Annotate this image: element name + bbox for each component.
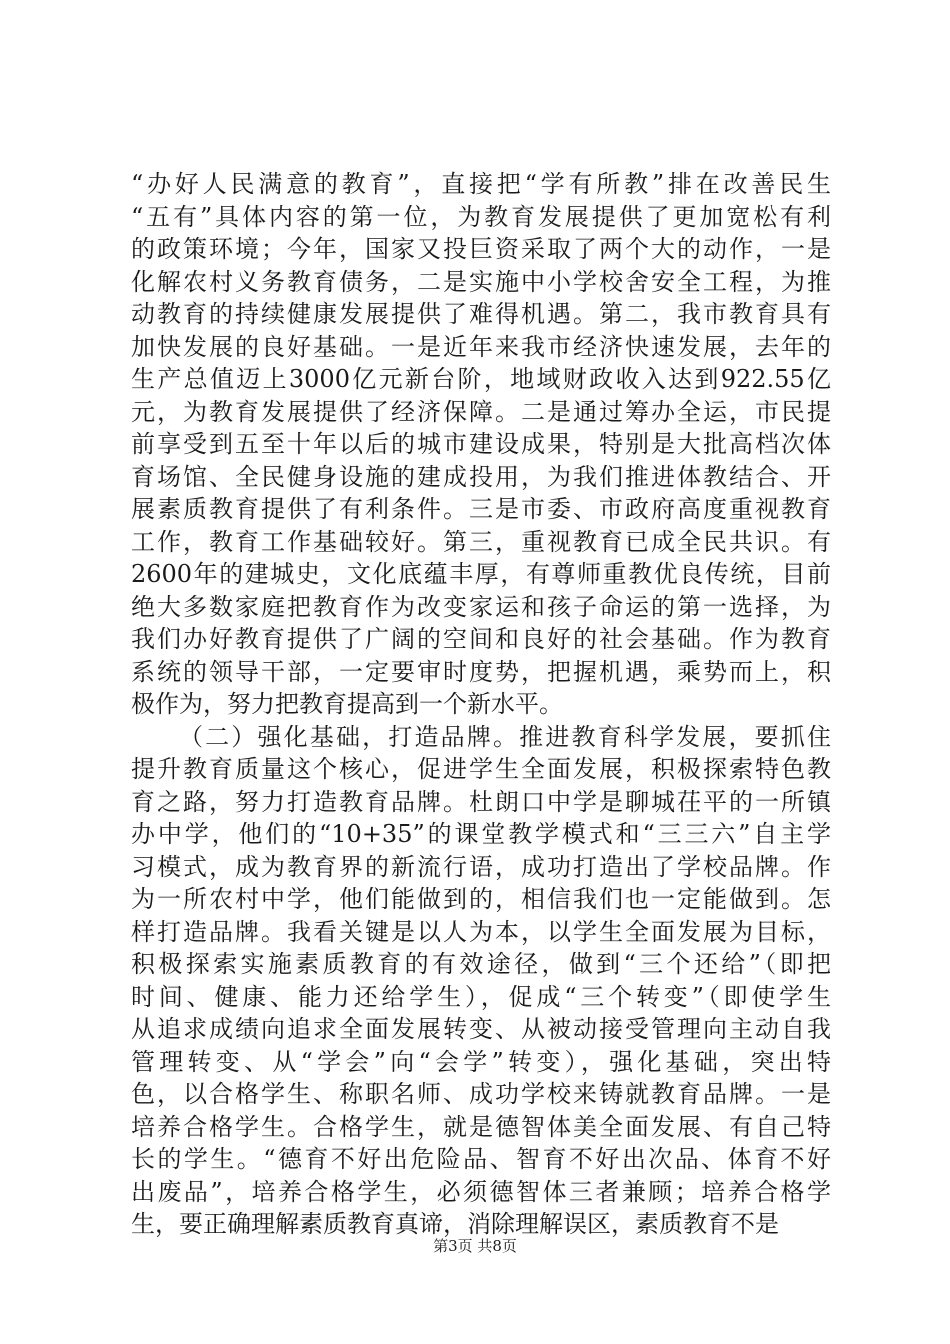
- text-line: 时间、健康、能力还给学生），促成“三个转变”（即使学生: [131, 982, 831, 1011]
- text-line: 生产总值迈上3000亿元新台阶，地域财政收入达到922.55亿: [131, 365, 831, 393]
- text-line: 展素质教育提供了有利条件。三是市委、市政府高度重视教育: [131, 495, 831, 523]
- text-line: “五有”具体内容的第一位，为教育发展提供了更加宽松有利: [131, 202, 831, 231]
- text-line: 元，为教育发展提供了经济保障。二是通过筹办全运，市民提: [131, 397, 831, 426]
- text-line: 长的学生。“德育不好出危险品、智育不好出次品、体育不好: [131, 1145, 831, 1173]
- text-line: 积极探索实施素质教育的有效途径，做到“三个还给”（即把: [131, 950, 831, 978]
- text-line: 生，要正确理解素质教育真谛，消除理解误区，素质教育不是: [131, 1210, 779, 1238]
- text-line: 前享受到五至十年以后的城市建设成果，特别是大批高档次体: [131, 430, 831, 458]
- text-line: （二）强化基础，打造品牌。推进教育科学发展，要抓住: [179, 722, 831, 751]
- paragraph: [131, 721, 831, 1241]
- text-line: 工作，教育工作基础较好。第三，重视教育已成全民共识。有: [131, 527, 831, 556]
- page-footer: 第3页 共8页: [433, 1237, 517, 1255]
- text-line: 从追求成绩向追求全面发展转变、从被动接受管理向主动自我: [131, 1015, 831, 1043]
- text-line: 动教育的持续健康发展提供了难得机遇。第二，我市教育具有: [131, 300, 831, 328]
- text-line: 样打造品牌。我看关键是以人为本，以学生全面发展为目标，: [131, 917, 831, 946]
- text-line: 的政策环境；今年，国家又投巨资采取了两个大的动作，一是: [131, 235, 831, 263]
- text-line: 绝大多数家庭把教育作为改变家运和孩子命运的第一选择，为: [131, 592, 831, 621]
- paragraph: [131, 168, 831, 721]
- text-line: 色，以合格学生、称职名师、成功学校来铸就教育品牌。一是: [131, 1080, 831, 1108]
- text-line: 化解农村义务教育债务，二是实施中小学校舍安全工程，为推: [131, 267, 831, 296]
- text-line: 出废品”，培养合格学生，必须德智体三者兼顾；培养合格学: [131, 1177, 831, 1206]
- text-line: 培养合格学生。合格学生，就是德智体美全面发展、有自己特: [131, 1112, 831, 1141]
- text-line: 我们办好教育提供了广阔的空间和良好的社会基础。作为教育: [131, 625, 831, 653]
- text-line: 加快发展的良好基础。一是近年来我市经济快速发展，去年的: [131, 332, 831, 361]
- text-line: 系统的领导干部，一定要审时度势，把握机遇，乘势而上，积: [131, 657, 831, 686]
- text-line: 极作为，努力把教育提高到一个新水平。: [131, 690, 563, 718]
- text-line: 提升教育质量这个核心，促进学生全面发展，积极探索特色教: [131, 755, 831, 783]
- text-line: 管理转变、从“学会”向“会学”转变），强化基础，突出特: [131, 1047, 831, 1076]
- text-line: 习模式，成为教育界的新流行语，成功打造出了学校品牌。作: [131, 852, 831, 881]
- text-line: 育之路，努力打造教育品牌。杜朗口中学是聊城茌平的一所镇: [131, 787, 831, 816]
- text-line: “办好人民满意的教育”，直接把“学有所教”排在改善民生: [131, 170, 831, 198]
- text-line: 办中学，他们的“10+35”的课堂教学模式和“三三六”自主学: [131, 820, 831, 848]
- text-line: 为一所农村中学，他们能做到的，相信我们也一定能做到。怎: [131, 885, 831, 913]
- body-text: [131, 168, 831, 1241]
- text-line: 育场馆、全民健身设施的建成投用，为我们推进体教结合、开: [131, 462, 831, 491]
- text-line: 2600年的建城史，文化底蕴丰厚，有尊师重教优良传统，目前: [131, 560, 831, 588]
